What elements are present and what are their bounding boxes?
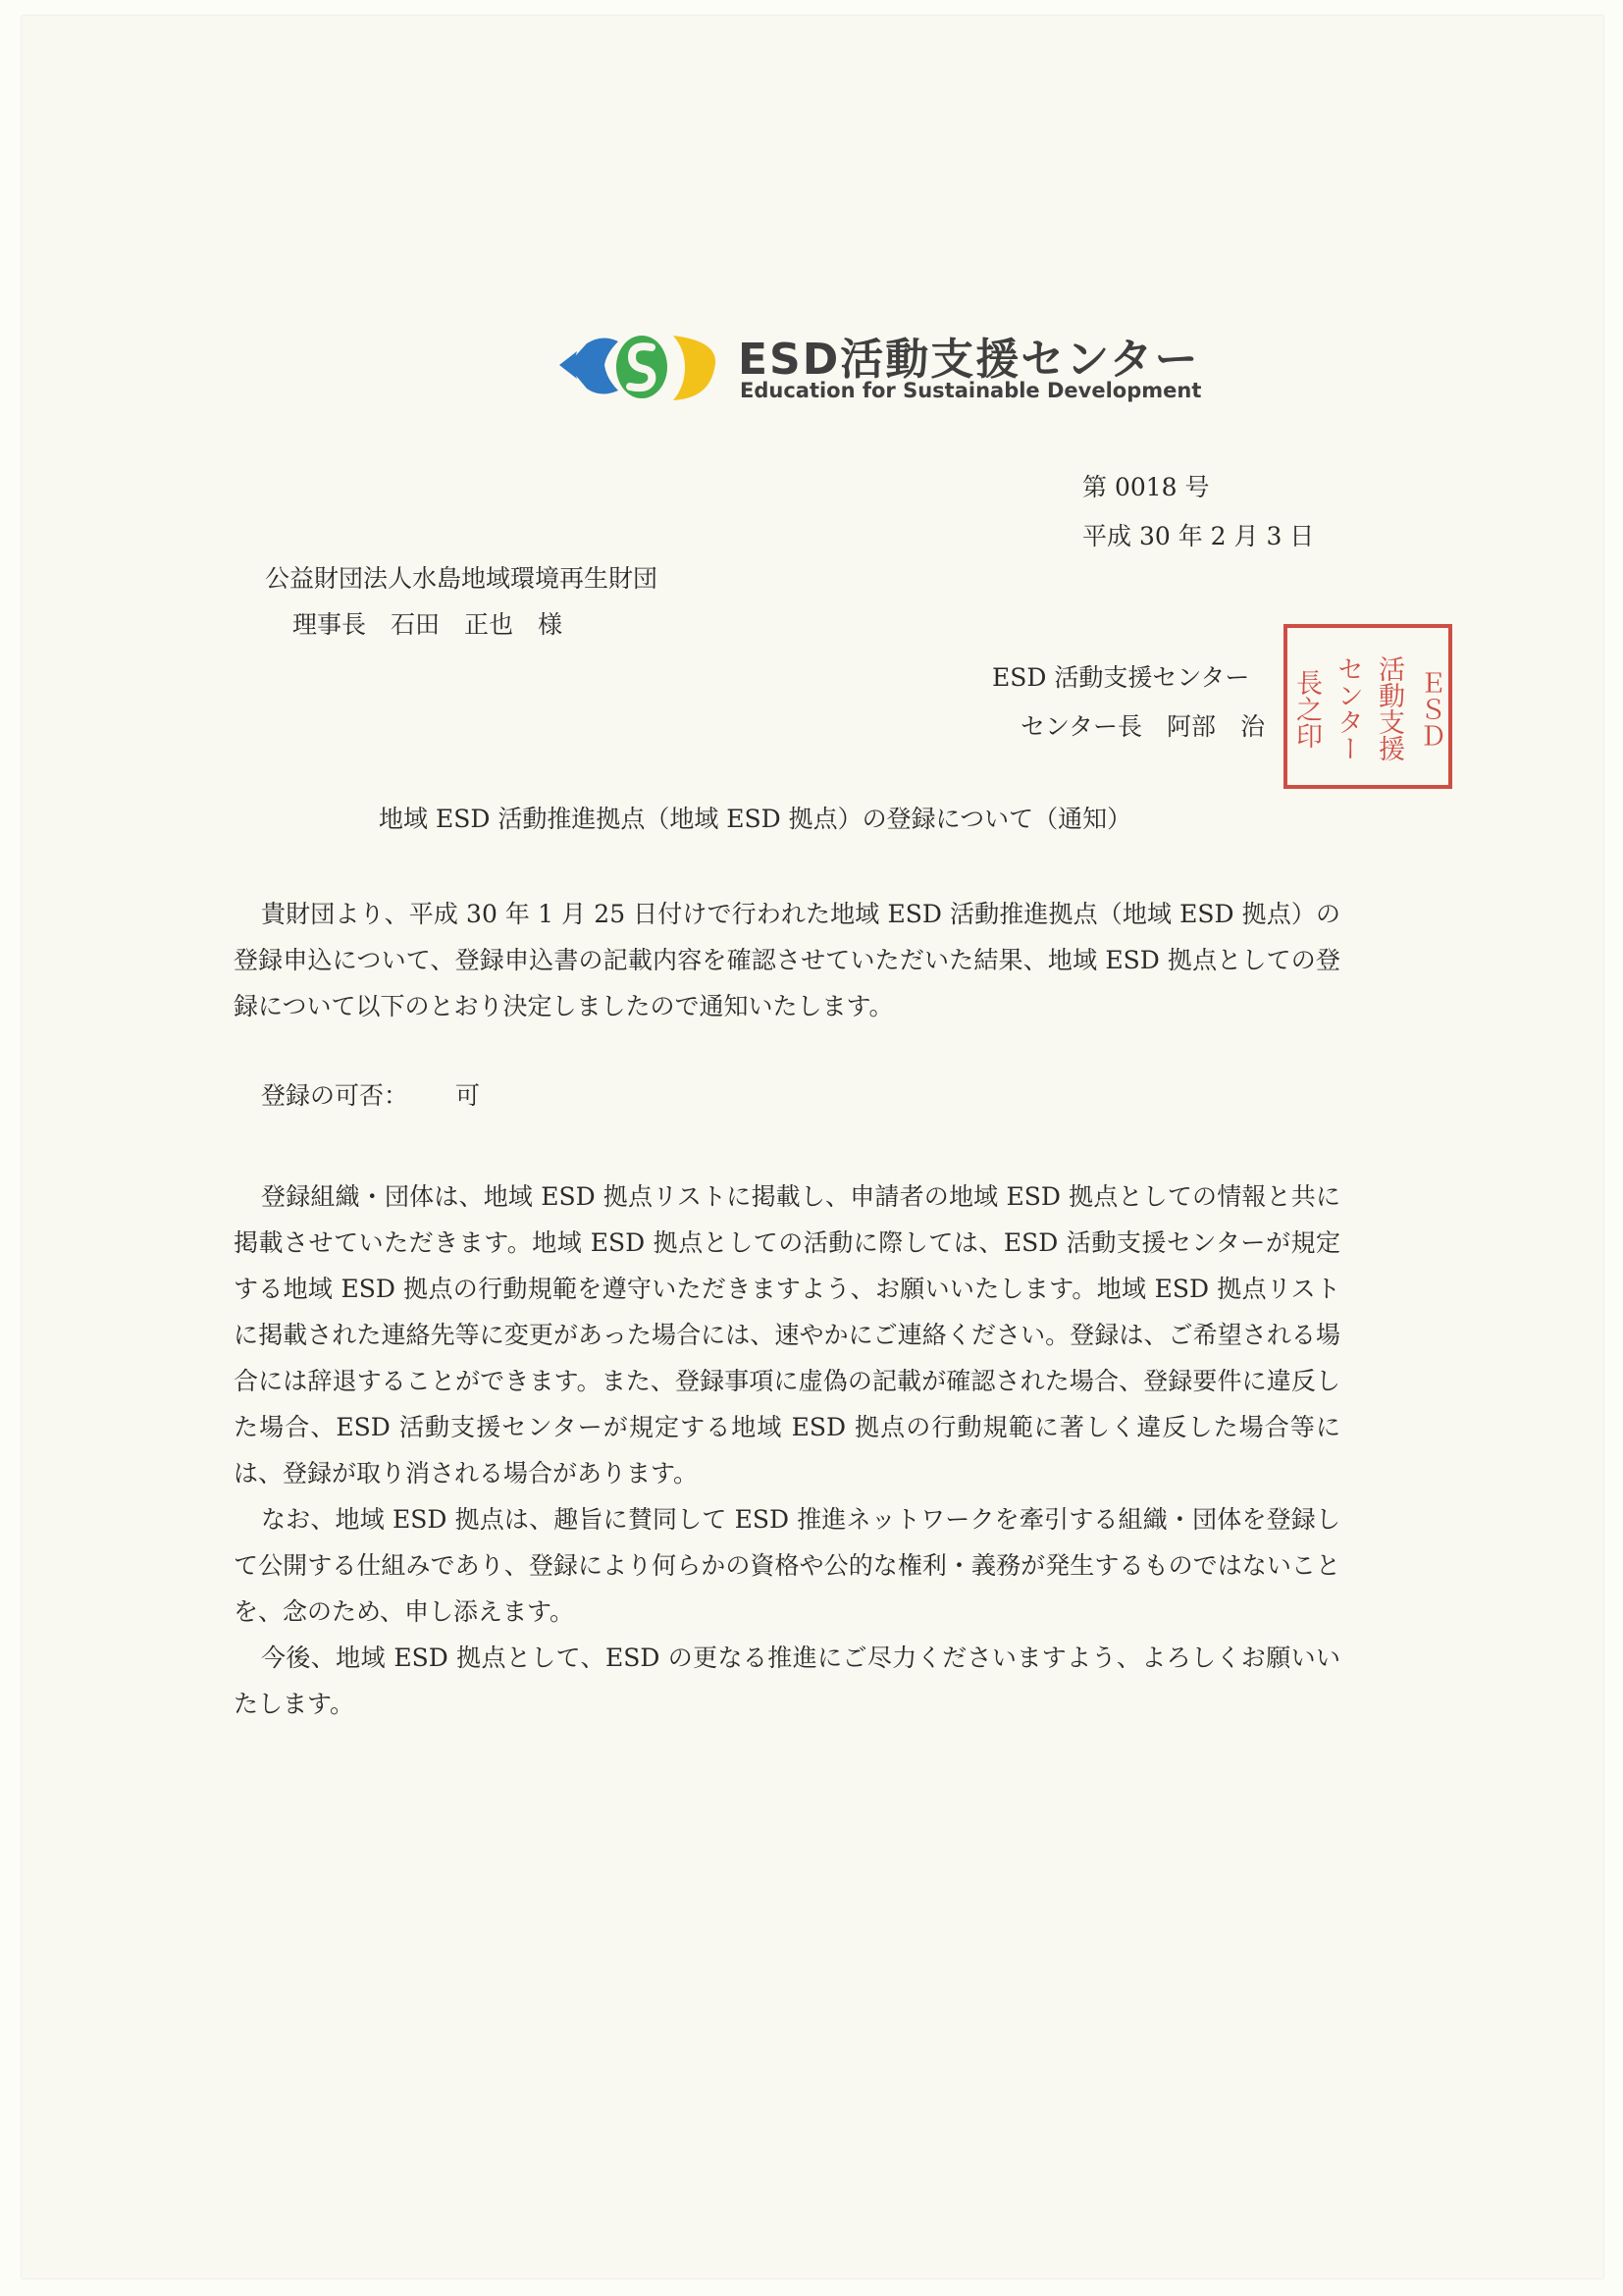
logo-title: ESD活動支援センター — [738, 335, 1200, 385]
recipient-organization: 公益財団法人水島地域環境再生財団 — [265, 564, 658, 593]
seal-column-2: 活動支援 — [1374, 655, 1404, 761]
sender-person: センター長 阿部 治 — [1021, 712, 1266, 741]
subject-line: 地域 ESD 活動推進拠点（地域 ESD 拠点）の登録について（通知） — [379, 805, 1132, 833]
seal-column-4: 長之印 — [1291, 668, 1322, 749]
recipient-person: 理事長 石田 正也 様 — [292, 610, 563, 639]
seal-column-3: センター — [1333, 655, 1363, 761]
official-seal — [1283, 624, 1452, 789]
body-paragraph: 登録組織・団体は、地域 ESD 拠点リストに掲載し、申請者の地域 ESD 拠点としての情報と共に掲載させていただきます。地域 ESD 拠点としての活動に際しては、ESD 活動支援センターが規定する地域 ESD 拠点の行動規範を遵守いただきますよう、お願いいたします。地域 ESD 拠点リストに掲載された連絡先等に変更があった場合には、速やかにご連絡ください。登録は、ご希望される場合には辞退することができます。また、登録事項に虚偽の記載が確認された場合、登録要件に違反した場合、ESD 活動支援センターが規定する地域 ESD 拠点の行動規範に著しく違反した場合等には、登録が取り消される場合があります。 — [234, 1182, 1340, 1487]
logo-blue-shape — [567, 338, 618, 393]
seal-column-1: ＥＳＤ — [1415, 668, 1445, 749]
logo-yellow-shape — [673, 336, 715, 400]
body-paragraph: なお、地域 ESD 拠点は、趣旨に賛同して ESD 推進ネットワークを牽引する組織・団体を登録して公開する仕組みであり、登録により何らかの資格や公的な権利・義務が発生するものではないことを、念のため、申し添えます。 — [234, 1505, 1340, 1626]
esd-logo-icon — [557, 322, 722, 404]
reference-date: 平成 30 年 2 月 3 日 — [1082, 522, 1315, 550]
intro-text: 貴財団より、平成 30 年 1 月 25 日付けで行われた地域 ESD 活動推進拠点（地域 ESD 拠点）の登録申込について、登録申込書の記載内容を確認させていただいた結果、地域 ESD 拠点としての登録について以下のとおり決定しましたので通知いたします。 — [234, 900, 1340, 1020]
result-value: 可 — [455, 1081, 481, 1110]
reference-number: 第 0018 号 — [1082, 473, 1210, 501]
intro-paragraph — [234, 891, 1340, 1029]
body-paragraph: 今後、地域 ESD 拠点として、ESD の更なる推進にご尽力くださいますよう、よろしくお願いいたします。 — [234, 1644, 1340, 1718]
logo-subtitle: Education for Sustainable Development — [740, 379, 1202, 402]
body-paragraphs — [234, 1174, 1340, 1727]
result-label: 登録の可否： — [261, 1081, 409, 1110]
sender-organization: ESD 活動支援センター — [992, 663, 1250, 692]
